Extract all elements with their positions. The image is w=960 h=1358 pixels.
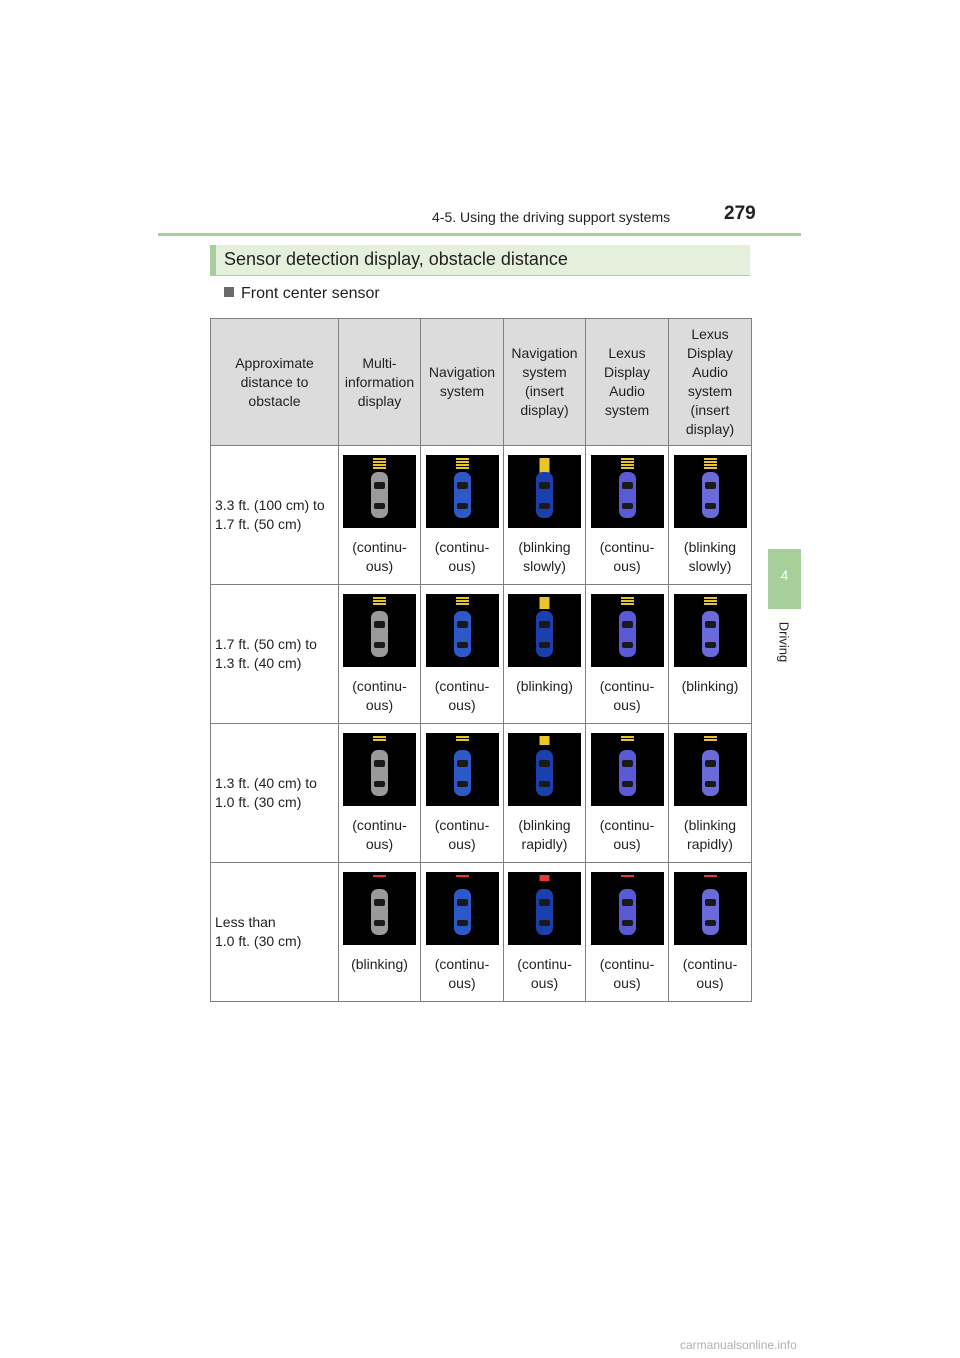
vehicle-sensor-icon: [343, 872, 416, 945]
sensor-distance-table: [210, 318, 752, 1002]
display-mode-caption: (blinking slowly): [518, 539, 571, 574]
vehicle-sensor-icon: [426, 455, 499, 528]
distance-cell: 3.3 ft. (100 cm) to 1.7 ft. (50 cm): [211, 446, 339, 585]
display-cell: [669, 446, 752, 585]
display-mode-caption: (continu- ous): [599, 539, 655, 574]
display-cell: [669, 585, 752, 724]
display-cell: [339, 863, 421, 1002]
table-row: [211, 863, 752, 1002]
vehicle-sensor-icon: [591, 872, 664, 945]
display-cell: [586, 446, 669, 585]
vehicle-sensor-icon: [508, 594, 581, 667]
vehicle-sensor-icon: [508, 733, 581, 806]
display-cell: [421, 863, 504, 1002]
display-mode-caption: (continu- ous): [517, 956, 572, 991]
display-cell: [504, 863, 586, 1002]
display-cell: [586, 585, 669, 724]
table-row: [211, 446, 752, 585]
column-header: Lexus Display Audio system: [586, 319, 669, 446]
display-mode-caption: (blinking slowly): [683, 539, 737, 574]
display-cell: [504, 585, 586, 724]
vehicle-sensor-icon: [591, 733, 664, 806]
display-mode-caption: (continu- ous): [599, 678, 655, 713]
page-number: 279: [724, 203, 756, 224]
display-mode-caption: (blinking): [351, 956, 408, 972]
table-header-row: [211, 319, 752, 446]
table-row: [211, 724, 752, 863]
vehicle-sensor-icon: [508, 872, 581, 945]
vehicle-sensor-icon: [674, 872, 747, 945]
vehicle-sensor-icon: [343, 594, 416, 667]
vehicle-sensor-icon: [674, 594, 747, 667]
display-mode-caption: (blinking): [681, 678, 739, 694]
column-header: Navigation system (insert display): [504, 319, 586, 446]
vehicle-sensor-icon: [591, 455, 664, 528]
vehicle-sensor-icon: [508, 455, 581, 528]
section-heading: [210, 245, 750, 276]
chapter-label-text: Driving: [776, 621, 792, 663]
display-cell: [504, 446, 586, 585]
display-mode-caption: (blinking rapidly): [683, 817, 737, 852]
column-header: Lexus Display Audio system (insert display): [669, 319, 752, 446]
display-mode-caption: (continu- ous): [434, 817, 490, 852]
subheading: [224, 285, 380, 303]
display-cell: [586, 724, 669, 863]
vehicle-sensor-icon: [343, 455, 416, 528]
display-mode-caption: (continu- ous): [599, 956, 655, 991]
header-section-title: 4-5. Using the driving support systems: [432, 209, 671, 225]
vehicle-sensor-icon: [426, 594, 499, 667]
display-mode-caption: (continu- ous): [434, 678, 490, 713]
vehicle-sensor-icon: [591, 594, 664, 667]
distance-cell: Less than 1.0 ft. (30 cm): [211, 863, 339, 1002]
section-heading-text: Sensor detection display, obstacle distance: [224, 249, 568, 269]
column-header: Approximate distance to obstacle: [211, 319, 339, 446]
display-cell: [339, 585, 421, 724]
display-cell: [339, 446, 421, 585]
display-mode-caption: (continu- ous): [599, 817, 655, 852]
display-cell: [669, 724, 752, 863]
distance-cell: 1.3 ft. (40 cm) to 1.0 ft. (30 cm): [211, 724, 339, 863]
display-cell: [421, 585, 504, 724]
display-mode-caption: (continu- ous): [352, 539, 407, 574]
display-cell: [586, 863, 669, 1002]
display-cell: [669, 863, 752, 1002]
chapter-number: 4: [780, 567, 789, 583]
display-cell: [421, 446, 504, 585]
vehicle-sensor-icon: [426, 733, 499, 806]
display-mode-caption: (continu- ous): [352, 817, 407, 852]
footer-watermark: carmanualsonline.info: [680, 1338, 797, 1352]
square-bullet-icon: [224, 287, 234, 297]
display-mode-caption: (continu- ous): [434, 956, 490, 991]
display-cell: [421, 724, 504, 863]
header-rule: [158, 233, 801, 236]
display-mode-caption: (continu- ous): [682, 956, 738, 991]
table-row: [211, 585, 752, 724]
display-cell: [339, 724, 421, 863]
vehicle-sensor-icon: [343, 733, 416, 806]
section-heading-rule: [210, 275, 750, 276]
display-cell: [504, 724, 586, 863]
vehicle-sensor-icon: [426, 872, 499, 945]
vehicle-sensor-icon: [674, 733, 747, 806]
distance-cell: 1.7 ft. (50 cm) to 1.3 ft. (40 cm): [211, 585, 339, 724]
column-header: Navigation system: [421, 319, 504, 446]
display-mode-caption: (continu- ous): [352, 678, 407, 713]
subheading-text: Front center sensor: [241, 285, 380, 302]
chapter-tab: [768, 549, 801, 609]
display-mode-caption: (blinking rapidly): [518, 817, 571, 852]
vehicle-sensor-icon: [674, 455, 747, 528]
display-mode-caption: (blinking): [516, 678, 573, 694]
column-header: Multi- information display: [339, 319, 421, 446]
display-mode-caption: (continu- ous): [434, 539, 490, 574]
